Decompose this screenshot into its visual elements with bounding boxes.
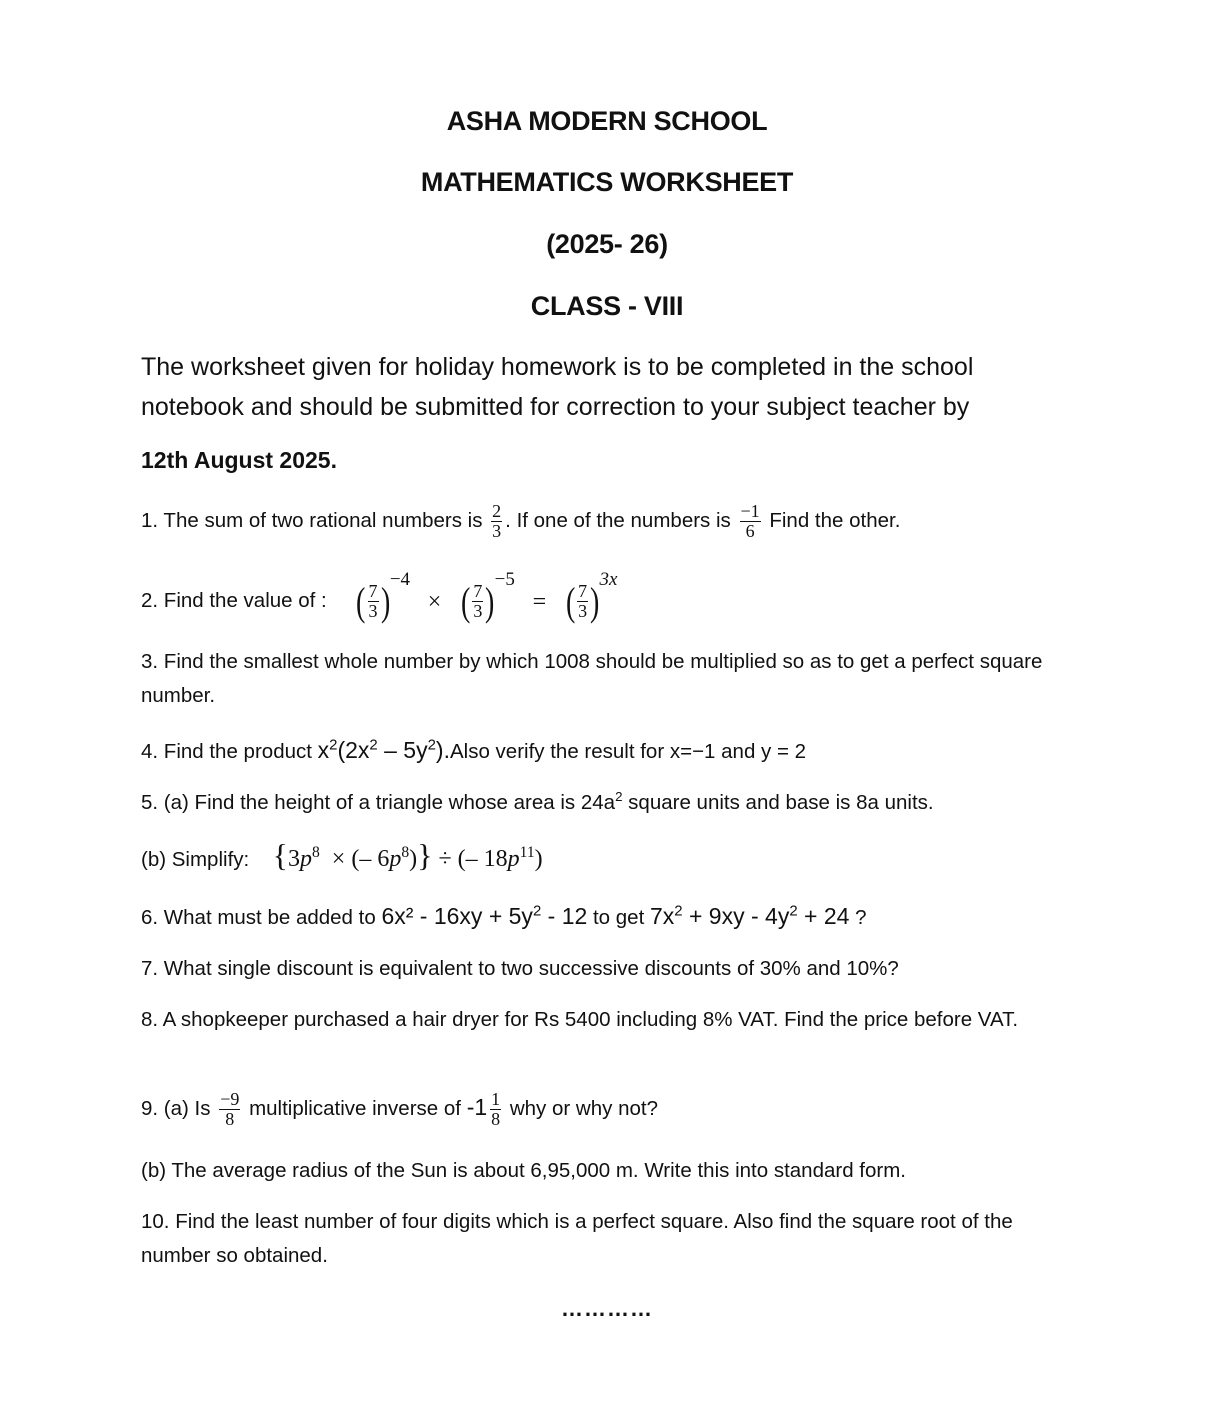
question-3: 3. Find the smallest whole number by which 1008 should be multiplied so as to get a perfect square number.	[141, 650, 1043, 707]
q2-text: 2. Find the value of :	[141, 589, 327, 612]
q6-polynomial-2: $7x^2 + 9xy - 4y^2 + 24$	[649, 902, 850, 929]
session-year: (2025- 26)	[546, 229, 668, 259]
intro-paragraph	[141, 347, 1071, 427]
class-label: CLASS - VIII	[530, 291, 684, 321]
q5b-expression: {$3p^8$ × (– $6p^8$)} ÷ (– $18p^{11}$)	[272, 837, 543, 873]
worksheet-title: MATHEMATICS WORKSHEET	[420, 167, 794, 197]
q1-text-b: If one of the numbers is	[516, 508, 731, 532]
q2-exponent-1: −4	[389, 569, 411, 590]
question-5a: 5. (a) Find the height of a triangle whose area is $24a^2$ square units and base is 8a units.	[141, 789, 934, 814]
q6-polynomial-1: $6x^2 - 16xy + 5y^2 - 12$	[381, 902, 588, 929]
question-8: 8. A shopkeeper purchased a hair dryer for Rs 5400 including 8% VAT. Find the price before VAT.	[141, 1008, 1019, 1031]
q5b-label: (b) Simplify:	[141, 848, 250, 871]
question-4	[141, 733, 1076, 769]
intro-line-2: notebook and should be submitted for correction to your subject teacher by	[141, 393, 970, 421]
q2-fraction-2: $\frac{7}{3}$	[473, 581, 483, 622]
question-9a: 9. (a) Is $\frac{-9}{8}$ multiplicative inverse of -1 $\frac{1}{8}$ why or why not?	[141, 1089, 658, 1130]
q2-fraction-1: $\frac{7}{3}$	[368, 581, 378, 622]
q1-text-a: 1. The sum of two rational numbers is	[141, 508, 483, 532]
question-6: 6. What must be added to $6x^2 - 16xy + 5y^2 - 12$ to get $7x^2 + 9xy - 4y^2 + 24$ ?	[141, 902, 867, 929]
q2-times: ×	[427, 588, 442, 615]
q1-text-c: Find the other.	[769, 508, 901, 532]
question-10: 10. Find the least number of four digits which is a perfect square. Also find the square root of the number so obtained.	[141, 1210, 1013, 1267]
q4-text-b: Also verify the result for x=−1 and y = 2	[449, 740, 807, 763]
question-2: 2. Find the value of : ( $\frac{7}{3}$ )−4 × ( $\frac{7}{3}$ )−5 = ( $\frac{7}{3}$ )3x	[141, 569, 618, 624]
mixed-number-fraction: $\frac{1}{8}$	[491, 1089, 501, 1130]
fraction-minus-one-sixth: $\frac{-1}{6}$	[740, 501, 760, 541]
mixed-number-whole: -1	[466, 1094, 488, 1120]
question-1	[141, 502, 1076, 541]
q2-fraction-3: $\frac{7}{3}$	[578, 581, 588, 622]
intro-line-1: The worksheet given for holiday homework is to be completed in the school	[141, 353, 974, 381]
q2-exponent-3: 3x	[599, 569, 618, 590]
q4-text-a: 4. Find the product	[141, 740, 312, 763]
question-5b	[141, 838, 1076, 877]
question-9b: (b) The average radius of the Sun is about 6,95,000 m. Write this into standard form.	[141, 1159, 906, 1182]
question-7: 7. What single discount is equivalent to two successive discounts of 30% and 10%?	[141, 957, 899, 980]
q2-equals: =	[532, 588, 547, 615]
fraction-two-thirds: $\frac{2}{3}$	[492, 501, 502, 541]
school-name: ASHA MODERN SCHOOL	[446, 106, 768, 136]
fraction-minus-nine-eighths: $\frac{-9}{8}$	[220, 1089, 240, 1130]
q1-period: .	[505, 508, 511, 532]
q4-expression: $x^2(2x^2 - 5y^2)$.	[317, 736, 450, 763]
q2-exponent-2: −5	[494, 569, 515, 590]
due-date: 12th August 2025.	[141, 447, 337, 473]
end-dots: …………	[561, 1296, 653, 1321]
